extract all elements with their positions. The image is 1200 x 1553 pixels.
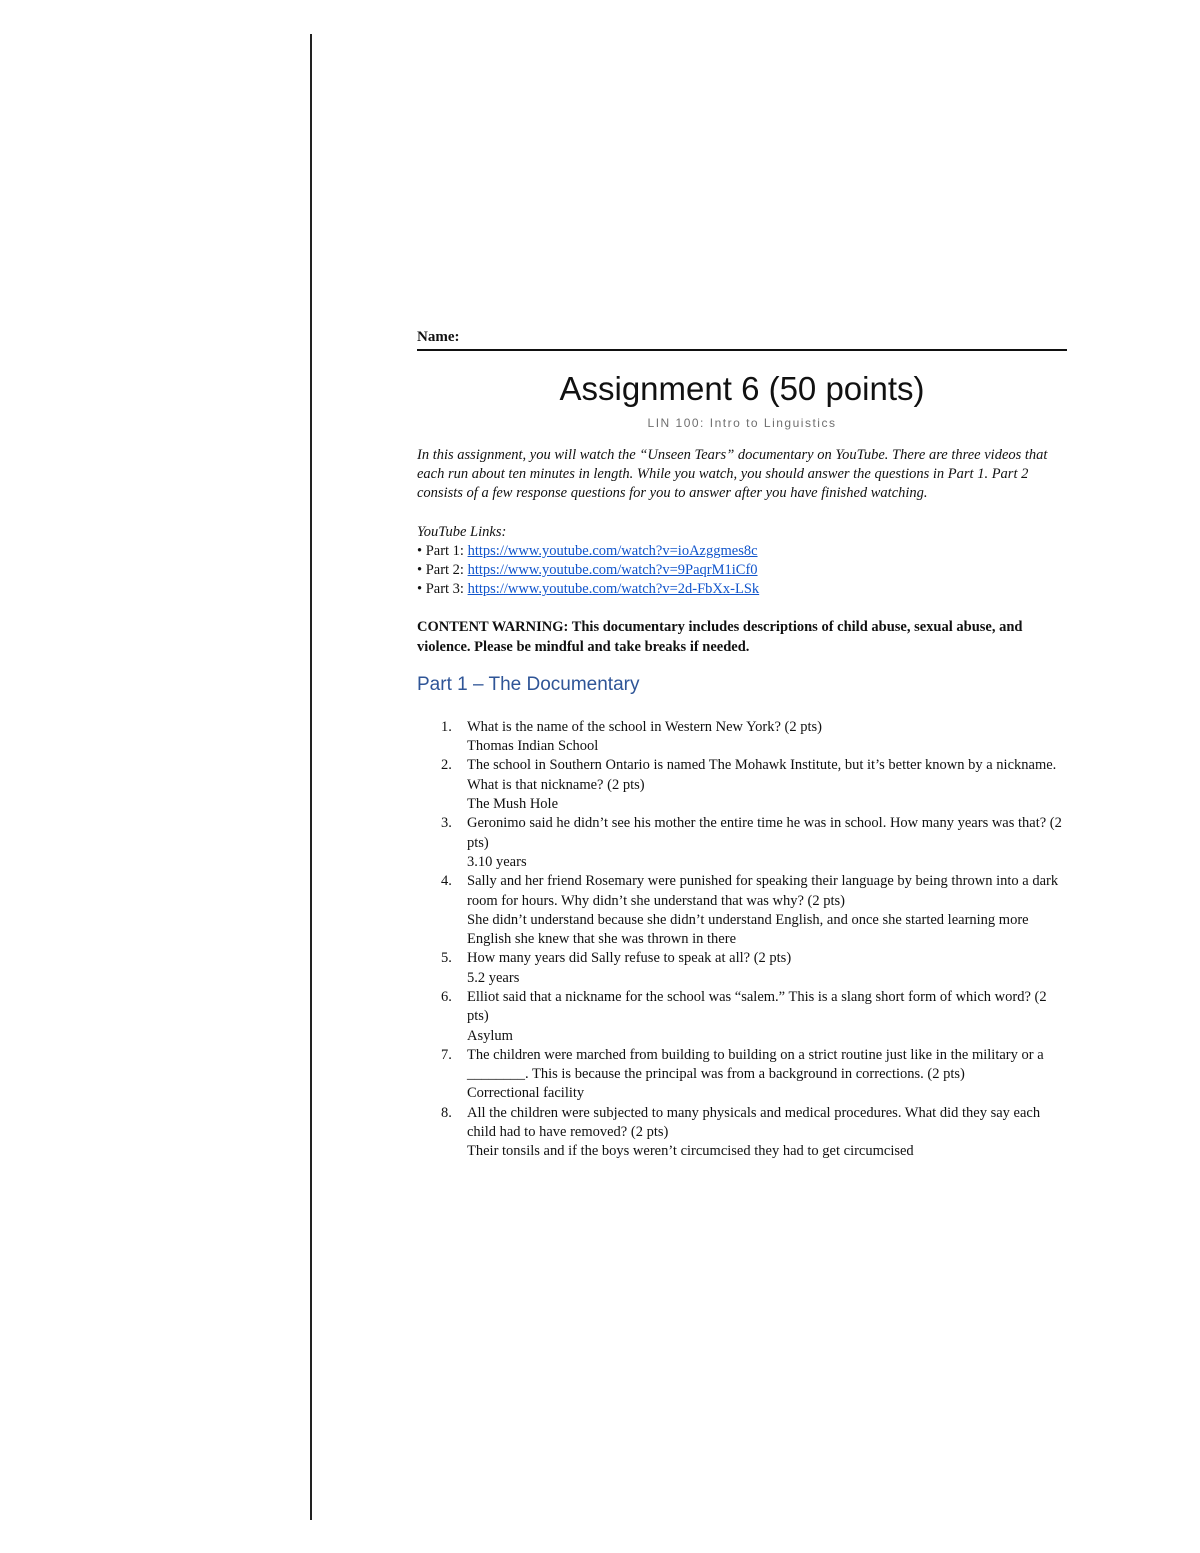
answer-text: Asylum — [467, 1027, 513, 1044]
youtube-link-part-1[interactable]: https://www.youtube.com/watch?v=ioAzggmes8c — [467, 542, 758, 559]
question-item-1 — [417, 718, 1067, 757]
bullet: • — [417, 542, 423, 559]
youtube-links-heading: YouTube Links: — [417, 523, 507, 540]
question-text: Elliot said that a nickname for the school was “salem.” This is a slang short form of which word? (2 pts) — [467, 988, 1047, 1025]
link-label: Part 2: — [425, 562, 464, 579]
youtube-link-part-3[interactable]: https://www.youtube.com/watch?v=2d-FbXx-LSk — [467, 581, 760, 598]
part-1-heading: Part 1 – The Documentary — [417, 673, 640, 695]
question-number: 7. — [441, 1046, 452, 1063]
link-row-part-3 — [417, 580, 1067, 599]
answer-text: 5.2 years — [467, 969, 520, 986]
question-item-8 — [417, 1104, 1067, 1162]
question-number: 4. — [441, 873, 452, 890]
youtube-link-part-2[interactable]: https://www.youtube.com/watch?v=9PaqrM1iCf0 — [467, 562, 758, 579]
answer-text: 3.10 years — [467, 853, 527, 870]
name-field-label: Name: — [417, 327, 1067, 351]
bullet: • — [417, 581, 423, 598]
answer-text: Correctional facility — [467, 1085, 585, 1102]
answer-text: Their tonsils and if the boys weren’t circumcised they had to get circumcised — [467, 1143, 914, 1160]
question-text: The children were marched from building to building on a strict routine just like in the military or a ________. This is because the principal was from a background in corrections. (2 pts) — [467, 1046, 1044, 1083]
content-warning: CONTENT WARNING: This documentary includes descriptions of child abuse, sexual abuse, and violence. Please be mindful and take breaks if needed. — [417, 619, 1023, 655]
question-item-6 — [417, 988, 1067, 1046]
answer-text: The Mush Hole — [467, 796, 559, 813]
question-item-5 — [417, 949, 1067, 988]
answer-text: Thomas Indian School — [467, 738, 599, 755]
document-body — [417, 327, 1067, 1162]
course-subtitle: LIN 100: Intro to Linguistics — [647, 416, 837, 430]
question-text: Sally and her friend Rosemary were punished for speaking their language by being thrown into a dark room for hours. Why didn’t she understand that was why? (2 pts) — [467, 873, 1059, 909]
question-number: 3. — [441, 815, 452, 832]
link-row-part-1 — [417, 542, 1067, 561]
question-number: 8. — [441, 1104, 452, 1121]
question-text: What is the name of the school in Western New York? (2 pts) — [467, 718, 822, 735]
question-text: How many years did Sally refuse to speak at all? (2 pts) — [467, 950, 792, 967]
link-row-part-2 — [417, 561, 1067, 580]
question-item-2 — [417, 756, 1067, 814]
link-label: Part 1: — [425, 542, 464, 559]
question-text: Geronimo said he didn’t see his mother the entire time he was in school. How many years was that? (2 pts) — [467, 815, 1062, 851]
question-number: 2. — [441, 757, 452, 774]
assignment-title: Assignment 6 (50 points) — [559, 370, 925, 407]
question-number: 1. — [441, 718, 452, 735]
question-item-4 — [417, 872, 1067, 949]
page-margin-rule — [310, 34, 312, 1520]
question-item-3 — [417, 814, 1067, 872]
question-text: All the children were subjected to many physicals and medical procedures. What did they say each child had to have removed? (2 pts) — [467, 1104, 1041, 1141]
question-number: 6. — [441, 988, 452, 1005]
link-label: Part 3: — [425, 581, 464, 598]
intro-paragraph: In this assignment, you will watch the “Unseen Tears” documentary on YouTube. There are three videos that each run about ten minutes in length. While you watch, you should answer the questions in Part 1. Part 2 consists of a few response questions for you to answer after you have finished watching. — [417, 447, 1048, 502]
question-item-7 — [417, 1046, 1067, 1104]
question-text: The school in Southern Ontario is named The Mohawk Institute, but it’s better known by a nickname. What is that nickname? (2 pts) — [467, 757, 1057, 793]
question-list — [417, 718, 1067, 1162]
bullet: • — [417, 562, 423, 579]
question-number: 5. — [441, 950, 452, 967]
answer-text: She didn’t understand because she didn’t understand English, and once she started learning more English she knew that she was thrown in there — [467, 911, 1029, 948]
